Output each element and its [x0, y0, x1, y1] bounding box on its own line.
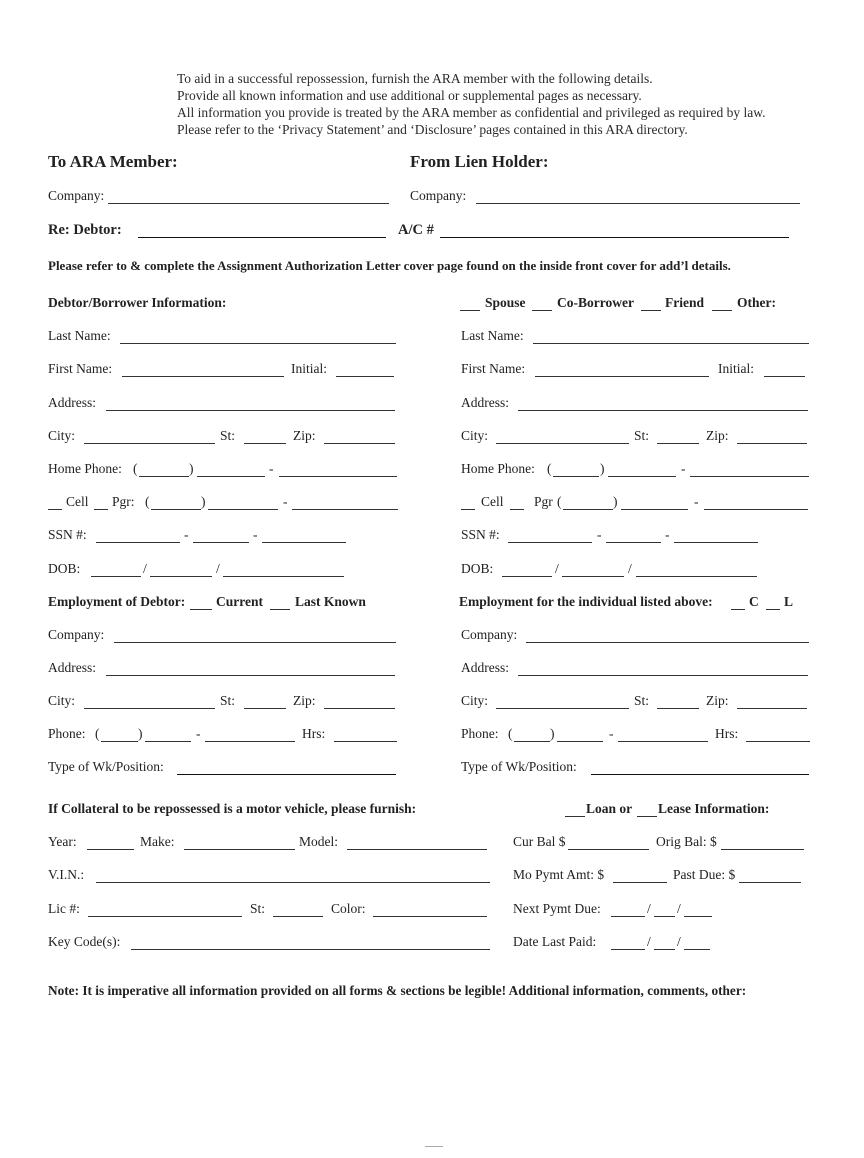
- account-field[interactable]: [440, 237, 789, 238]
- debtor-dob-slash-1: /: [143, 561, 147, 576]
- date-last-paid-slash-1: /: [647, 934, 651, 949]
- co-pgr-check[interactable]: [510, 509, 524, 510]
- debtor-cell-paren-open: (: [145, 494, 150, 509]
- debtor-dob-slash-2: /: [216, 561, 220, 576]
- mo-pymt-label: Mo Pymt Amt: $: [513, 867, 605, 882]
- vehicle-st-label: St:: [250, 901, 266, 916]
- vehicle-year-field[interactable]: [87, 849, 134, 850]
- co-cell-paren-close: ): [613, 494, 618, 509]
- emp-phone-label: Phone:: [48, 726, 86, 741]
- co-last-name-field[interactable]: [533, 343, 809, 344]
- co-cell-prefix-field[interactable]: [621, 509, 688, 510]
- debtor-dob-year-field[interactable]: [223, 576, 344, 577]
- employment-other-l-check[interactable]: [766, 609, 780, 610]
- emp2-type-field[interactable]: [591, 774, 809, 775]
- emp2-st-field[interactable]: [657, 708, 699, 709]
- debtor-initial-label: Initial:: [291, 361, 327, 376]
- emp2-company-label: Company:: [461, 627, 518, 642]
- past-due-label: Past Due: $: [673, 867, 736, 882]
- lease-info-label: Lease Information:: [658, 801, 770, 816]
- vehicle-color-field[interactable]: [373, 916, 487, 917]
- next-pymt-day-field[interactable]: [654, 916, 675, 917]
- vehicle-make-label: Make:: [140, 834, 175, 849]
- co-ssn-dash-1: -: [597, 527, 602, 542]
- other-label: Other:: [737, 295, 776, 310]
- emp-phone-paren-open: (: [95, 726, 100, 741]
- debtor-home-line-field[interactable]: [279, 476, 397, 477]
- co-initial-label: Initial:: [718, 361, 754, 376]
- emp2-company-field[interactable]: [526, 642, 809, 643]
- vehicle-lic-field[interactable]: [88, 916, 242, 917]
- co-first-name-label: First Name:: [461, 361, 526, 376]
- vehicle-year-label: Year:: [48, 834, 77, 849]
- emp-type-field[interactable]: [177, 774, 396, 775]
- debtor-heading: Debtor/Borrower Information:: [48, 295, 227, 310]
- lease-check[interactable]: [637, 816, 657, 817]
- debtor-ssn-dash-1: -: [184, 527, 189, 542]
- debtor-ssn-label: SSN #:: [48, 527, 87, 542]
- vehicle-vin-label: V.I.N.:: [48, 867, 85, 882]
- vehicle-model-field[interactable]: [347, 849, 487, 850]
- emp2-hrs-label: Hrs:: [715, 726, 739, 741]
- emp2-phone-dash: -: [609, 726, 614, 741]
- emp-city-field[interactable]: [84, 708, 215, 709]
- employment-last-known-label: Last Known: [295, 594, 366, 609]
- debtor-address-label: Address:: [48, 395, 96, 410]
- co-address-label: Address:: [461, 395, 509, 410]
- co-dob-label: DOB:: [461, 561, 494, 576]
- intro-line-2: Provide all known information and use additional or supplemental pages as necessary.: [177, 88, 642, 103]
- debtor-ssn-part2-field[interactable]: [193, 542, 249, 543]
- vehicle-key-codes-label: Key Code(s):: [48, 934, 121, 949]
- vehicle-make-field[interactable]: [184, 849, 295, 850]
- emp-address-label: Address:: [48, 660, 96, 675]
- debtor-home-phone-paren-open: (: [133, 461, 138, 476]
- to-member-heading: To ARA Member:: [48, 152, 178, 171]
- from-company-label: Company:: [410, 188, 467, 203]
- emp-hrs-field[interactable]: [334, 741, 397, 742]
- co-first-name-field[interactable]: [535, 376, 709, 377]
- debtor-home-prefix-field[interactable]: [197, 476, 265, 477]
- emp2-zip-field[interactable]: [737, 708, 807, 709]
- debtor-home-phone-dash: -: [269, 461, 274, 476]
- vehicle-model-label: Model:: [299, 834, 338, 849]
- account-label: A/C #: [398, 222, 434, 238]
- co-st-label: St:: [634, 428, 650, 443]
- emp-phone-area-code-field[interactable]: [101, 741, 138, 742]
- emp2-phone-paren-open: (: [508, 726, 513, 741]
- debtor-city-label: City:: [48, 428, 76, 443]
- co-pgr-label: Pgr: [534, 494, 553, 509]
- co-home-phone-paren-close: ): [600, 461, 605, 476]
- co-dob-slash-2: /: [628, 561, 632, 576]
- emp-phone-paren-close: ): [138, 726, 143, 741]
- co-ssn-part2-field[interactable]: [606, 542, 661, 543]
- emp-hrs-label: Hrs:: [302, 726, 326, 741]
- debtor-zip-label: Zip:: [293, 428, 316, 443]
- vehicle-st-field[interactable]: [273, 916, 323, 917]
- debtor-ssn-dash-2: -: [253, 527, 258, 542]
- vehicle-vin-field[interactable]: [96, 882, 490, 883]
- cur-bal-label: Cur Bal $: [513, 834, 566, 849]
- vehicle-color-label: Color:: [331, 901, 366, 916]
- spouse-check[interactable]: [460, 310, 480, 311]
- emp-type-label: Type of Wk/Position:: [48, 759, 164, 774]
- emp-phone-dash: -: [196, 726, 201, 741]
- co-home-phone-dash: -: [681, 461, 686, 476]
- co-home-phone-label: Home Phone:: [461, 461, 535, 476]
- intro-line-3: All information you provide is treated by the ARA member as confidential and privileged as required by law.: [177, 105, 766, 120]
- co-borrower-label: Co-Borrower: [557, 295, 634, 310]
- co-ssn-part3-field[interactable]: [674, 542, 758, 543]
- mo-pymt-field[interactable]: [613, 882, 667, 883]
- debtor-pgr-label: Pgr:: [112, 494, 135, 509]
- emp2-address-field[interactable]: [518, 675, 808, 676]
- debtor-cell-dash: -: [283, 494, 288, 509]
- emp-zip-field[interactable]: [324, 708, 395, 709]
- debtor-cell-paren-close: ): [201, 494, 206, 509]
- emp-address-field[interactable]: [106, 675, 395, 676]
- co-dob-month-field[interactable]: [502, 576, 552, 577]
- debtor-cell-area-code-field[interactable]: [151, 509, 201, 510]
- to-company-label: Company:: [48, 188, 105, 203]
- friend-check[interactable]: [641, 310, 661, 311]
- intro-line-4: Please refer to the ‘Privacy Statement’ and ‘Disclosure’ pages contained in this ARA directory.: [177, 122, 688, 137]
- emp2-hrs-field[interactable]: [746, 741, 810, 742]
- to-company-field[interactable]: [108, 203, 389, 204]
- debtor-last-name-label: Last Name:: [48, 328, 111, 343]
- instruction-text: Please refer to & complete the Assignment Authorization Letter cover page found on the inside front cover for add’l details.: [48, 258, 731, 273]
- re-debtor-field[interactable]: [138, 237, 386, 238]
- employment-other-l-label: L: [784, 594, 794, 609]
- co-borrower-check[interactable]: [532, 310, 552, 311]
- debtor-zip-field[interactable]: [324, 443, 395, 444]
- debtor-ssn-part1-field[interactable]: [96, 542, 180, 543]
- emp2-zip-label: Zip:: [706, 693, 729, 708]
- co-initial-field[interactable]: [764, 376, 805, 377]
- past-due-field[interactable]: [739, 882, 801, 883]
- debtor-first-name-field[interactable]: [122, 376, 284, 377]
- emp2-city-field[interactable]: [496, 708, 629, 709]
- co-ssn-part1-field[interactable]: [508, 542, 592, 543]
- co-home-prefix-field[interactable]: [608, 476, 676, 477]
- debtor-home-area-code-field[interactable]: [139, 476, 189, 477]
- emp2-phone-prefix-field[interactable]: [557, 741, 603, 742]
- comments-area[interactable]: [48, 1006, 808, 1126]
- employment-last-known-check[interactable]: [270, 609, 290, 610]
- debtor-ssn-part3-field[interactable]: [262, 542, 346, 543]
- co-cell-label: Cell: [481, 494, 504, 509]
- emp2-phone-line-field[interactable]: [618, 741, 708, 742]
- debtor-last-name-field[interactable]: [120, 343, 396, 344]
- re-debtor-label: Re: Debtor:: [48, 222, 122, 238]
- loan-label: Loan or: [586, 801, 633, 816]
- co-city-label: City:: [461, 428, 489, 443]
- employment-other-c-label: C: [749, 594, 759, 609]
- date-last-paid-month-field[interactable]: [611, 949, 645, 950]
- debtor-city-field[interactable]: [84, 443, 215, 444]
- emp2-type-label: Type of Wk/Position:: [461, 759, 577, 774]
- co-ssn-label: SSN #:: [461, 527, 500, 542]
- debtor-dob-month-field[interactable]: [91, 576, 141, 577]
- emp2-phone-label: Phone:: [461, 726, 499, 741]
- vehicle-lic-label: Lic #:: [48, 901, 80, 916]
- emp-company-label: Company:: [48, 627, 105, 642]
- co-st-field[interactable]: [657, 443, 699, 444]
- co-cell-dash: -: [694, 494, 699, 509]
- emp2-phone-paren-close: ): [550, 726, 555, 741]
- debtor-dob-label: DOB:: [48, 561, 81, 576]
- employment-current-check[interactable]: [190, 609, 212, 610]
- co-ssn-dash-2: -: [665, 527, 670, 542]
- co-dob-slash-1: /: [555, 561, 559, 576]
- next-pymt-slash-1: /: [647, 901, 651, 916]
- emp-phone-line-field[interactable]: [205, 741, 295, 742]
- emp-company-field[interactable]: [114, 642, 396, 643]
- other-check[interactable]: [712, 310, 732, 311]
- date-last-paid-year-field[interactable]: [684, 949, 710, 950]
- co-last-name-label: Last Name:: [461, 328, 524, 343]
- debtor-st-label: St:: [220, 428, 236, 443]
- debtor-cell-check[interactable]: [48, 509, 62, 510]
- emp2-city-label: City:: [461, 693, 489, 708]
- co-dob-year-field[interactable]: [636, 576, 757, 577]
- employment-current-label: Current: [216, 594, 263, 609]
- debtor-home-phone-paren-close: ): [189, 461, 194, 476]
- debtor-first-name-label: First Name:: [48, 361, 113, 376]
- intro-line-1: To aid in a successful repossession, furnish the ARA member with the following details.: [177, 71, 653, 86]
- co-home-area-code-field[interactable]: [553, 476, 599, 477]
- employment-debtor-heading: Employment of Debtor:: [48, 594, 186, 609]
- co-cell-paren-open: (: [557, 494, 562, 509]
- co-home-line-field[interactable]: [690, 476, 809, 477]
- next-pymt-label: Next Pymt Due:: [513, 901, 601, 916]
- emp-city-label: City:: [48, 693, 76, 708]
- vehicle-key-codes-field[interactable]: [131, 949, 490, 950]
- vehicle-heading: If Collateral to be repossessed is a motor vehicle, please furnish:: [48, 801, 417, 816]
- next-pymt-year-field[interactable]: [684, 916, 712, 917]
- co-city-field[interactable]: [496, 443, 629, 444]
- employment-other-c-check[interactable]: [731, 609, 745, 610]
- next-pymt-slash-2: /: [677, 901, 681, 916]
- emp2-address-label: Address:: [461, 660, 509, 675]
- emp2-phone-area-code-field[interactable]: [514, 741, 550, 742]
- co-address-field[interactable]: [518, 410, 808, 411]
- orig-bal-field[interactable]: [721, 849, 804, 850]
- debtor-home-phone-label: Home Phone:: [48, 461, 122, 476]
- from-lienholder-heading: From Lien Holder:: [410, 152, 549, 171]
- co-cell-check[interactable]: [461, 509, 475, 510]
- from-company-field[interactable]: [476, 203, 800, 204]
- debtor-cell-line-field[interactable]: [292, 509, 398, 510]
- co-zip-field[interactable]: [737, 443, 807, 444]
- loan-check[interactable]: [565, 816, 585, 817]
- date-last-paid-label: Date Last Paid:: [513, 934, 597, 949]
- debtor-initial-field[interactable]: [336, 376, 394, 377]
- co-home-phone-paren-open: (: [547, 461, 552, 476]
- spouse-label: Spouse: [485, 295, 526, 310]
- co-cell-area-code-field[interactable]: [563, 509, 613, 510]
- date-last-paid-day-field[interactable]: [654, 949, 675, 950]
- debtor-address-field[interactable]: [106, 410, 395, 411]
- page-footer-mark: [425, 1146, 443, 1147]
- debtor-cell-prefix-field[interactable]: [208, 509, 278, 510]
- emp-zip-label: Zip:: [293, 693, 316, 708]
- note-text: Note: It is imperative all information provided on all forms & sections be legible! Additional information, comments, other:: [48, 983, 747, 998]
- co-dob-day-field[interactable]: [562, 576, 624, 577]
- orig-bal-label: Orig Bal: $: [656, 834, 717, 849]
- friend-label: Friend: [665, 295, 704, 310]
- emp2-st-label: St:: [634, 693, 650, 708]
- cur-bal-field[interactable]: [568, 849, 649, 850]
- emp-st-field[interactable]: [244, 708, 286, 709]
- debtor-pgr-check[interactable]: [94, 509, 108, 510]
- debtor-st-field[interactable]: [244, 443, 286, 444]
- employment-other-heading: Employment for the individual listed above:: [459, 594, 713, 609]
- debtor-cell-label: Cell: [66, 494, 89, 509]
- date-last-paid-slash-2: /: [677, 934, 681, 949]
- emp-st-label: St:: [220, 693, 236, 708]
- debtor-dob-day-field[interactable]: [150, 576, 212, 577]
- next-pymt-month-field[interactable]: [611, 916, 645, 917]
- emp-phone-prefix-field[interactable]: [145, 741, 191, 742]
- co-zip-label: Zip:: [706, 428, 729, 443]
- co-cell-line-field[interactable]: [704, 509, 808, 510]
